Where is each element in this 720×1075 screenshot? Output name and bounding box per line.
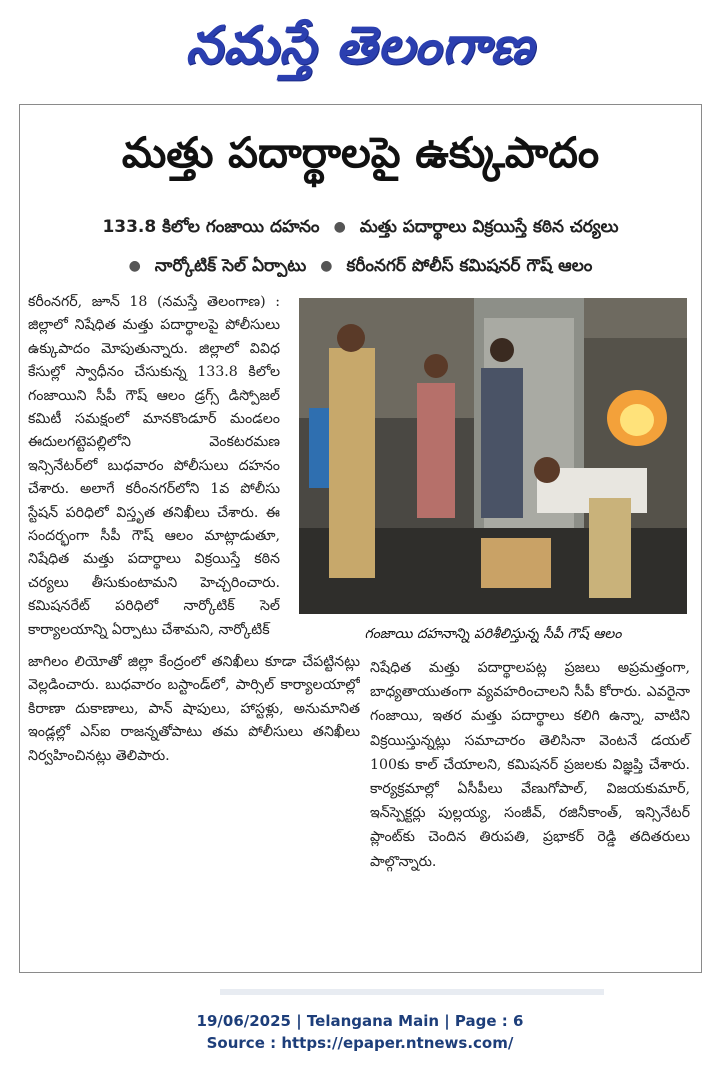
article-body-right: నిషేధిత మత్తు పదార్థాలపట్ల ప్రజలు అప్రమత్తంగా, బాధ్యతాయుతంగా వ్యవహరించాలని సీపీ కోరారు. ఎవరైనా గంజాయి, ఇతర మత్తు పదార్థాలు కలిగి ఉన్నా, వాటిని విక్రయిస్తున్నట్లు సమాచారం తెలిసినా వెంటనే డయల్ 100కు కాల్ చేయాలని, కమిషనర్ ప్రజలకు విజ్ఞప్తి చేశారు. కార్యక్రమాల్లో ఏసీపీలు వేణుగోపాల్, విజయకుమార్, ఇన్‌స్పెక్టర్లు పుల్లయ్య, సంజీవ్, రజినీకాంత్, ఇన్సినేటర్ ప్లాంట్‌కు చెందిన తిరుపతి, ప్రభాకర్ రెడ్డి తదితరులు పాల్గొన్నారు. — [370, 660, 690, 870]
highlights-row-2 — [20, 250, 701, 282]
bullet-icon: ● — [320, 258, 333, 274]
highlight-item: 133.8 కిలోల గంజాయి దహనం — [102, 217, 320, 237]
highlight-item: కరీంనగర్ పోలీస్ కమిషనర్ గౌష్ ఆలం — [346, 256, 593, 276]
page-footer — [0, 1010, 720, 1054]
photo-caption: గంజాయి దహనాన్ని పరిశీలిస్తున్న సీపీ గౌష్ ఆలం — [364, 626, 622, 642]
highlight-item: మత్తు పదార్థాలు విక్రయిస్తే కఠిన చర్యలు — [359, 217, 619, 237]
highlight-item: నార్కోటిక్ సెల్ ఏర్పాటు — [154, 256, 307, 276]
footer-source-link[interactable]: Source : https://epaper.ntnews.com/ — [206, 1034, 514, 1052]
article-body-left — [28, 291, 360, 961]
article-body-left-text: కరీంనగర్, జూన్ 18 (నమస్తే తెలంగాణ) : జిల్లాలో నిషేధిత మత్తు పదార్థాలపై పోలీసులు ఉక్కుపాదం మోపుతున్నారు. జిల్లాలో వివిధ కేసుల్లో స్వాధీనం చేసుకున్న 133.8 కిలోల గంజాయిని సీపీ గౌష్ ఆలం డ్రగ్స్ డిస్పోజల్ కమిటీ సమక్షంలో మానకొండూర్ మండలం ఈదులగట్టెపల్లిలోని వెంకటరమణ ఇన్సినేటర్‌లో బుధవారం పోలీసులు దహనం చేశారు. అలాగే కరీంనగర్‌లోని 1వ పోలీసు స్టేషన్ పరిధిలో విస్తృత తనిఖీలు చేశారు. ఈ సందర్భంగా సీపీ గౌష్ ఆలం మాట్లాడుతూ, నిషేధిత మత్తు పదార్థాలు విక్రయిస్తే కఠిన చర్యలు తీసుకుంటామని హెచ్చరించారు. కమిషనరేట్ పరిధిలో నార్కోటిక్ సెల్ కార్యాలయాన్ని ఏర్పాటు చేశామని, నార్కోటిక్ — [28, 294, 280, 638]
footer-edition-info: 19/06/2025 | Telangana Main | Page : 6 — [196, 1012, 524, 1030]
bullet-icon: ● — [333, 219, 346, 235]
highlights-row-1 — [20, 211, 701, 243]
bullet-icon: ● — [128, 258, 141, 274]
article-headline: మత్తు పదార్థాలపై ఉక్కుపాదం — [121, 128, 600, 177]
separator-rule — [220, 989, 604, 995]
news-clipping — [19, 104, 702, 973]
article-body-left-continued: జాగిలం లియోతో జిల్లా కేంద్రంలో తనిఖీలు కూడా చేపట్టినట్లు వెల్లడించారు. బుధవారం బస్టాండ్‌లో, పార్సిల్ కార్యాలయాల్లో కిరాణా దుకాణాలు, పాన్ షాపులు, హాస్టళ్లు, అనుమానిత ఇండ్లల్లో ఎస్ఐ రాజన్నతోపాటు తమ పోలీసులు తనిఖీలు నిర్వహించినట్లు తెలిపారు. — [28, 654, 360, 764]
masthead-title: నమస్తే తెలంగాణ — [185, 16, 535, 76]
